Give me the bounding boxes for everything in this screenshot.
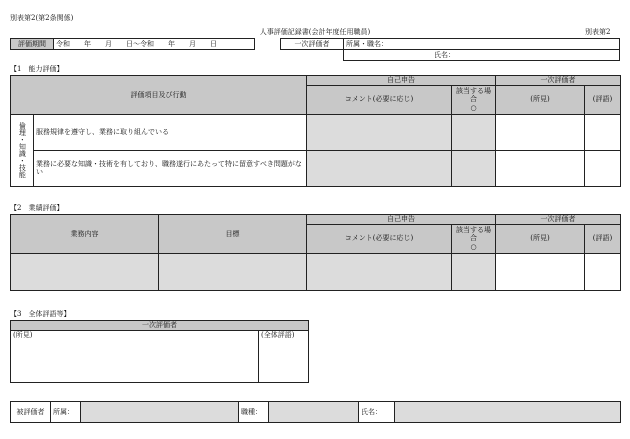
first-eval-header-2: 一次評価者 (496, 215, 621, 225)
overall-first-eval-header: 一次評価者 (11, 321, 309, 331)
circle-mark-2: ○ (470, 243, 477, 252)
period-table (10, 38, 255, 50)
performance-rating[interactable] (585, 253, 621, 290)
performance-applicable[interactable] (452, 253, 496, 290)
ability-rating-1[interactable] (585, 114, 621, 150)
ability-table (10, 75, 621, 187)
performance-comment[interactable] (307, 253, 452, 290)
ability-comment-1[interactable] (307, 114, 452, 150)
evaluatee-position-label: 職種： (239, 402, 269, 423)
comment-header-2: コメント(必要に応じ) (307, 224, 452, 253)
side-label: 倫理・知識・技能 (11, 114, 34, 186)
form-number-right: 別表第2 (585, 28, 611, 36)
form-number: 別表第2(第2条関係) (10, 14, 74, 22)
ability-item-1: 服務規律を遵守し、業務に取り組んでいる (34, 114, 307, 150)
first-evaluator-label: 一次評価者 (281, 39, 344, 50)
evaluatee-dept-label: 所属： (51, 402, 81, 423)
section2-title: 【2 業績評価】 (10, 204, 64, 212)
self-report-header: 自己申告 (307, 76, 496, 86)
ability-item-2: 業務に必要な知識・技術を有しており、職務遂行にあたって特に留意すべき問題がない (34, 150, 307, 186)
first-evaluator-dept[interactable]: 所属・職名： (344, 39, 620, 50)
col-item-header: 評価項目及び行動 (11, 76, 307, 115)
ability-comment-2[interactable] (307, 150, 452, 186)
ability-applicable-2[interactable] (452, 150, 496, 186)
col-content-header: 業務内容 (11, 215, 159, 254)
section3-title: 【3 全体評語等】 (10, 310, 71, 318)
applicable-label-2: 該当する場合 (456, 225, 491, 243)
applicable-header (452, 85, 496, 114)
opinion-header-2: (所見) (496, 224, 585, 253)
opinion-header: (所見) (496, 85, 585, 114)
overall-rating[interactable] (259, 331, 309, 383)
performance-target[interactable] (159, 253, 307, 290)
ability-opinion-2[interactable] (496, 150, 585, 186)
evaluatee-name-field[interactable] (395, 402, 621, 423)
col-target-header: 目標 (159, 215, 307, 254)
ability-applicable-1[interactable] (452, 114, 496, 150)
page-title: 人事評価記録書(会計年度任用職員) (259, 28, 371, 36)
ability-rating-2[interactable] (585, 150, 621, 186)
rating-header: (評語) (585, 85, 621, 114)
performance-table (10, 214, 621, 291)
applicable-header-2 (452, 224, 496, 253)
first-eval-header: 一次評価者 (496, 76, 621, 86)
performance-content[interactable] (11, 253, 159, 290)
overall-table (10, 320, 309, 383)
evaluatee-table (10, 401, 621, 423)
overall-rating-label: (全体評語) (261, 331, 295, 339)
comment-header: コメント(必要に応じ) (307, 85, 452, 114)
circle-mark: ○ (470, 104, 477, 113)
evaluatee-position-field[interactable] (269, 402, 359, 423)
overall-opinion[interactable] (11, 331, 259, 383)
first-evaluator-name[interactable]: 氏名： (344, 50, 620, 61)
evaluatee-label: 被評価者 (11, 402, 51, 423)
self-report-header-2: 自己申告 (307, 215, 496, 225)
period-value[interactable]: 令和 年 月 日～令和 年 月 日 (54, 39, 255, 50)
overall-opinion-label: (所見) (13, 331, 33, 339)
evaluatee-name-label: 氏名： (359, 402, 395, 423)
section1-title: 【1 能力評価】 (10, 65, 64, 73)
ability-opinion-1[interactable] (496, 114, 585, 150)
performance-opinion[interactable] (496, 253, 585, 290)
first-evaluator-table (280, 38, 620, 61)
period-label: 評価期間 (11, 39, 54, 50)
applicable-label: 該当する場合 (456, 86, 491, 104)
rating-header-2: (評語) (585, 224, 621, 253)
evaluatee-dept-field[interactable] (81, 402, 239, 423)
